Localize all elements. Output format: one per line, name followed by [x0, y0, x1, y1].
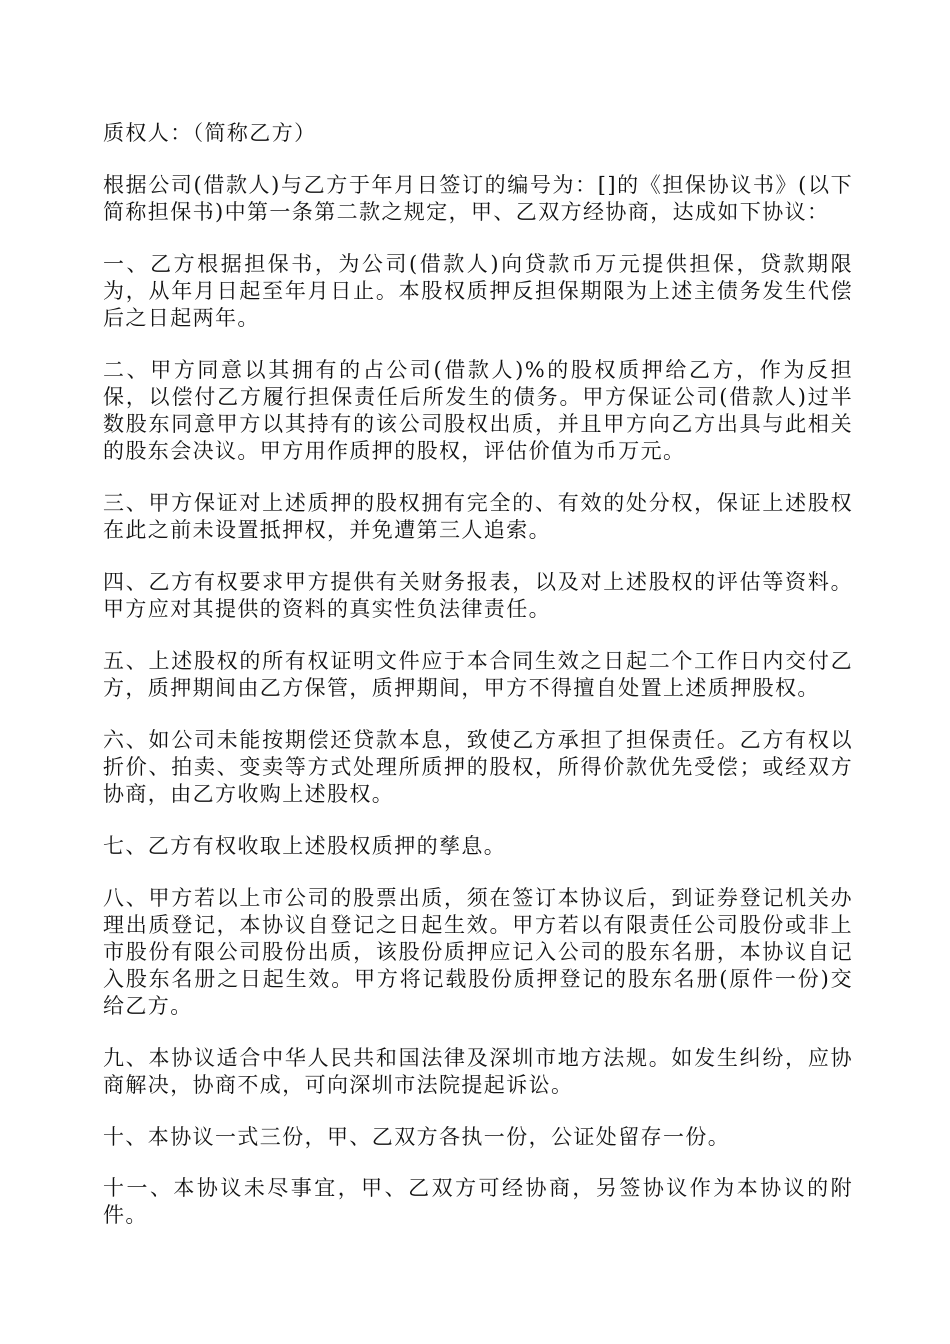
clause-11: 十一、本协议未尽事宜，甲、乙双方可经协商，另签协议作为本协议的附件。 — [103, 1176, 853, 1227]
clause-9: 九、本协议适合中华人民共和国法律及深圳市地方法规。如发生纠纷，应协商解决，协商不成，可向深圳市法院提起诉讼。 — [103, 1046, 853, 1097]
clause-8: 八、甲方若以上市公司的股票出质，须在签订本协议后，到证券登记机关办理出质登记，本协议自登记之日起生效。甲方若以有限责任公司股份或非上市股份有限公司股份出质，该股份质押应记入公司的股东名册，本协议自记入股东名册之日起生效。甲方将记载股份质押登记的股东名册(原件一份)交给乙方。 — [103, 886, 853, 1018]
clause-2: 二、甲方同意以其拥有的占公司(借款人)%的股权质押给乙方，作为反担保，以偿付乙方履行担保责任后所发生的债务。甲方保证公司(借款人)过半数股东同意甲方以其持有的该公司股权出质，并且甲方向乙方出具与此相关的股东会决议。甲方用作质押的股权，评估价值为币万元。 — [103, 358, 853, 463]
clause-1: 一、乙方根据担保书，为公司(借款人)向贷款币万元提供担保，贷款期限为，从年月日起至年月日止。本股权质押反担保期限为上述主债务发生代偿后之日起两年。 — [103, 252, 853, 330]
clause-4: 四、乙方有权要求甲方提供有关财务报表，以及对上述股权的评估等资料。甲方应对其提供的资料的真实性负法律责任。 — [103, 570, 853, 621]
clause-3: 三、甲方保证对上述质押的股权拥有完全的、有效的处分权，保证上述股权在此之前未设置抵押权，并免遭第三人追索。 — [103, 491, 853, 542]
pledgee-line: 质权人：（简称乙方） — [103, 121, 317, 145]
clause-10: 十、本协议一式三份，甲、乙双方各执一份，公证处留存一份。 — [103, 1125, 731, 1149]
clause-7: 七、乙方有权收取上述股权质押的孳息。 — [103, 834, 507, 858]
clause-6: 六、如公司未能按期偿还贷款本息，致使乙方承担了担保责任。乙方有权以折价、拍卖、变卖等方式处理所质押的股权，所得价款优先受偿；或经双方协商，由乙方收购上述股权。 — [103, 728, 853, 806]
clause-5: 五、上述股权的所有权证明文件应于本合同生效之日起二个工作日内交付乙方，质押期间由乙方保管，质押期间，甲方不得擅自处置上述质押股权。 — [103, 649, 853, 700]
intro-paragraph: 根据公司(借款人)与乙方于年月日签订的编号为：[]的《担保协议书》(以下简称担保书)中第一条第二款之规定，甲、乙双方经协商，达成如下协议： — [103, 173, 853, 224]
document-body — [103, 120, 853, 1254]
